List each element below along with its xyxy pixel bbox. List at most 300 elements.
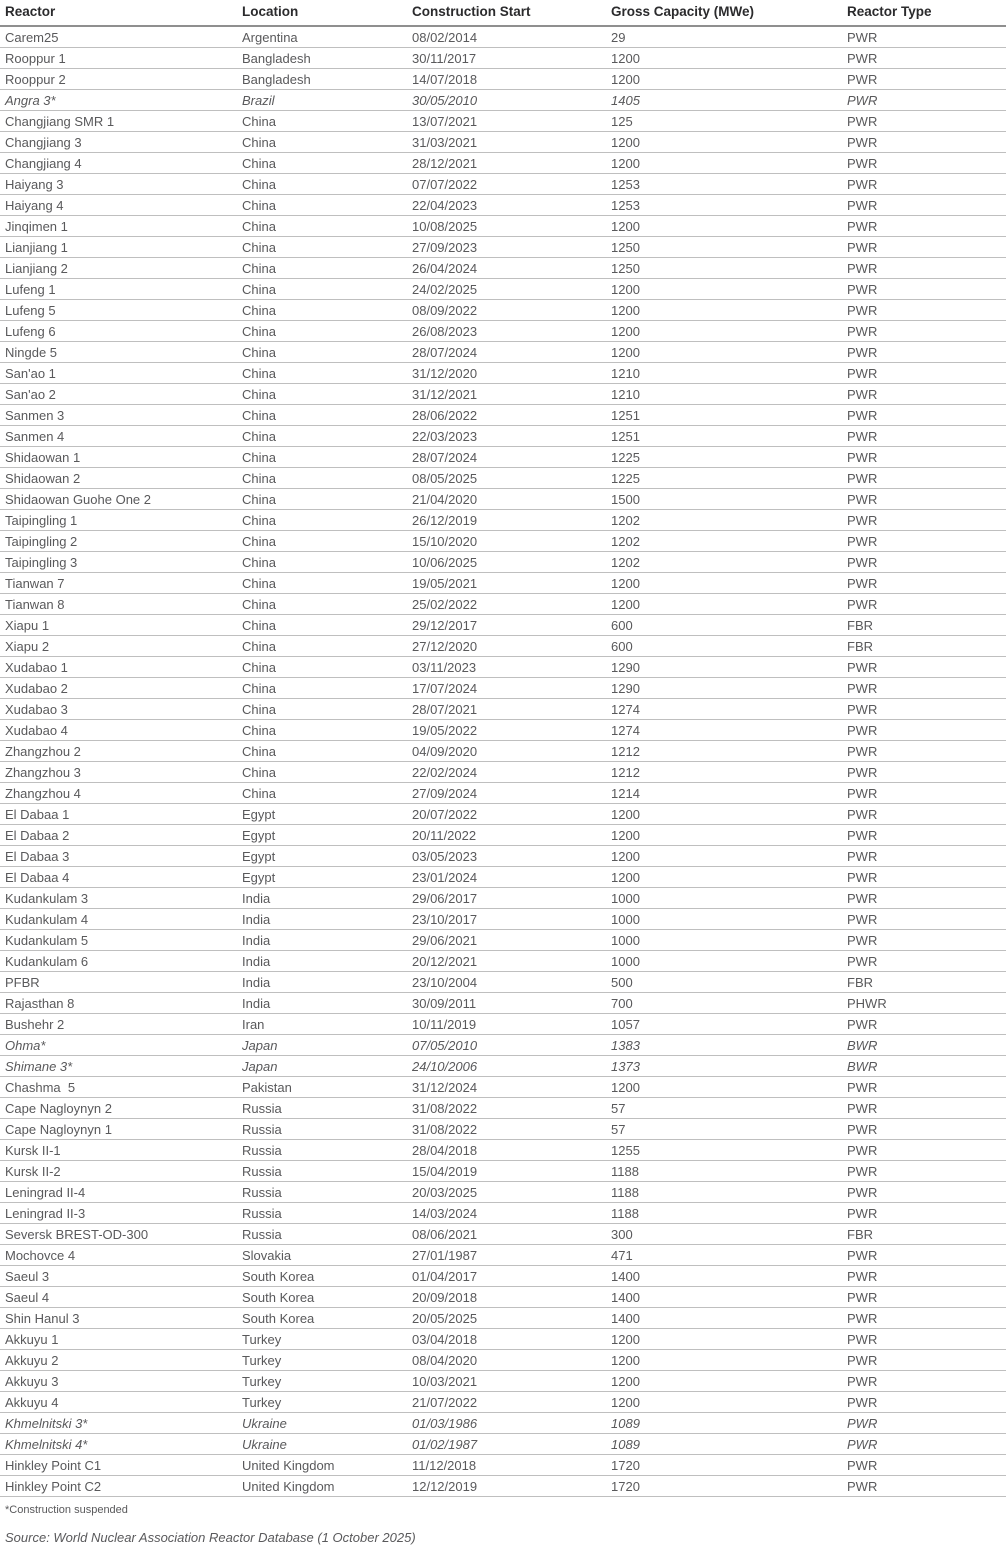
cell-construction-start: 23/10/2004: [412, 972, 611, 993]
cell-reactor: Taipingling 1: [0, 510, 242, 531]
cell-reactor-type: PWR: [847, 888, 1006, 909]
cell-gross-capacity: 1212: [611, 741, 847, 762]
source-attribution: Source: World Nuclear Association Reactor Database (1 October 2025): [5, 1530, 416, 1545]
cell-construction-start: 10/08/2025: [412, 216, 611, 237]
cell-construction-start: 07/05/2010: [412, 1035, 611, 1056]
cell-reactor: Shimane 3*: [0, 1056, 242, 1077]
cell-reactor-type: PWR: [847, 720, 1006, 741]
cell-reactor: Changjiang SMR 1: [0, 111, 242, 132]
cell-gross-capacity: 1251: [611, 426, 847, 447]
cell-location: Turkey: [242, 1392, 412, 1413]
cell-gross-capacity: 1057: [611, 1014, 847, 1035]
table-row: [0, 174, 1006, 195]
cell-reactor-type: PWR: [847, 1455, 1006, 1476]
cell-location: China: [242, 510, 412, 531]
cell-gross-capacity: 1253: [611, 195, 847, 216]
cell-reactor: Ohma*: [0, 1035, 242, 1056]
table-row: [0, 489, 1006, 510]
cell-reactor: Mochovce 4: [0, 1245, 242, 1266]
cell-reactor: Xudabao 2: [0, 678, 242, 699]
cell-reactor: Kudankulam 5: [0, 930, 242, 951]
cell-construction-start: 01/03/1986: [412, 1413, 611, 1434]
cell-location: South Korea: [242, 1266, 412, 1287]
cell-reactor: Shidaowan 1: [0, 447, 242, 468]
table-row: [0, 90, 1006, 111]
cell-location: China: [242, 258, 412, 279]
cell-gross-capacity: 1383: [611, 1035, 847, 1056]
table-row: [0, 909, 1006, 930]
cell-reactor-type: PWR: [847, 930, 1006, 951]
cell-location: Turkey: [242, 1371, 412, 1392]
cell-reactor-type: PWR: [847, 762, 1006, 783]
cell-gross-capacity: 1274: [611, 699, 847, 720]
cell-reactor-type: PWR: [847, 1077, 1006, 1098]
cell-reactor: El Dabaa 2: [0, 825, 242, 846]
table-row: [0, 258, 1006, 279]
cell-reactor: Leningrad II-4: [0, 1182, 242, 1203]
cell-reactor: PFBR: [0, 972, 242, 993]
cell-gross-capacity: 57: [611, 1119, 847, 1140]
cell-reactor: Carem25: [0, 26, 242, 48]
cell-reactor: El Dabaa 1: [0, 804, 242, 825]
cell-location: China: [242, 132, 412, 153]
table-row: [0, 1203, 1006, 1224]
cell-construction-start: 23/10/2017: [412, 909, 611, 930]
cell-location: China: [242, 678, 412, 699]
cell-construction-start: 20/11/2022: [412, 825, 611, 846]
cell-reactor: Tianwan 8: [0, 594, 242, 615]
cell-reactor: Rooppur 2: [0, 69, 242, 90]
cell-reactor-type: PWR: [847, 1413, 1006, 1434]
table-row: [0, 426, 1006, 447]
cell-reactor: Xiapu 2: [0, 636, 242, 657]
cell-construction-start: 31/08/2022: [412, 1119, 611, 1140]
cell-reactor: Ningde 5: [0, 342, 242, 363]
cell-location: China: [242, 447, 412, 468]
cell-location: China: [242, 405, 412, 426]
cell-construction-start: 27/09/2024: [412, 783, 611, 804]
cell-location: India: [242, 972, 412, 993]
table-row: [0, 993, 1006, 1014]
cell-reactor: Zhangzhou 2: [0, 741, 242, 762]
cell-location: China: [242, 489, 412, 510]
table-row: [0, 1182, 1006, 1203]
cell-construction-start: 20/12/2021: [412, 951, 611, 972]
cell-reactor: Shin Hanul 3: [0, 1308, 242, 1329]
table-row: [0, 1056, 1006, 1077]
cell-construction-start: 20/09/2018: [412, 1287, 611, 1308]
table-body: [0, 26, 1006, 1497]
cell-gross-capacity: 1188: [611, 1182, 847, 1203]
cell-reactor-type: PWR: [847, 216, 1006, 237]
table-row: [0, 195, 1006, 216]
cell-reactor: Haiyang 4: [0, 195, 242, 216]
cell-reactor-type: PWR: [847, 573, 1006, 594]
cell-construction-start: 08/04/2020: [412, 1350, 611, 1371]
cell-reactor-type: PWR: [847, 342, 1006, 363]
cell-location: China: [242, 216, 412, 237]
table-row: [0, 1098, 1006, 1119]
cell-location: Iran: [242, 1014, 412, 1035]
table-row: [0, 552, 1006, 573]
cell-reactor: Kursk II-2: [0, 1161, 242, 1182]
cell-gross-capacity: 1200: [611, 825, 847, 846]
cell-location: China: [242, 699, 412, 720]
cell-location: Turkey: [242, 1350, 412, 1371]
cell-reactor: Sanmen 4: [0, 426, 242, 447]
cell-reactor: Jinqimen 1: [0, 216, 242, 237]
cell-construction-start: 20/05/2025: [412, 1308, 611, 1329]
cell-gross-capacity: 500: [611, 972, 847, 993]
cell-reactor: Chashma 5: [0, 1077, 242, 1098]
cell-gross-capacity: 1000: [611, 951, 847, 972]
cell-location: China: [242, 111, 412, 132]
cell-location: India: [242, 930, 412, 951]
cell-construction-start: 26/08/2023: [412, 321, 611, 342]
cell-construction-start: 27/12/2020: [412, 636, 611, 657]
cell-construction-start: 31/03/2021: [412, 132, 611, 153]
cell-construction-start: 14/07/2018: [412, 69, 611, 90]
cell-gross-capacity: 1255: [611, 1140, 847, 1161]
cell-reactor-type: PWR: [847, 804, 1006, 825]
cell-reactor-type: PWR: [847, 300, 1006, 321]
cell-reactor-type: PWR: [847, 846, 1006, 867]
table-row: [0, 363, 1006, 384]
table-row: [0, 279, 1006, 300]
cell-gross-capacity: 1200: [611, 594, 847, 615]
cell-reactor: Haiyang 3: [0, 174, 242, 195]
cell-construction-start: 07/07/2022: [412, 174, 611, 195]
cell-gross-capacity: 1212: [611, 762, 847, 783]
cell-reactor-type: PWR: [847, 867, 1006, 888]
cell-reactor: Lianjiang 1: [0, 237, 242, 258]
cell-reactor: Taipingling 2: [0, 531, 242, 552]
cell-reactor-type: PWR: [847, 384, 1006, 405]
cell-construction-start: 15/10/2020: [412, 531, 611, 552]
cell-construction-start: 28/07/2024: [412, 447, 611, 468]
cell-construction-start: 30/11/2017: [412, 48, 611, 69]
cell-location: China: [242, 468, 412, 489]
cell-gross-capacity: 1290: [611, 678, 847, 699]
cell-location: South Korea: [242, 1308, 412, 1329]
cell-gross-capacity: 57: [611, 1098, 847, 1119]
cell-reactor-type: PWR: [847, 741, 1006, 762]
cell-reactor: Akkuyu 1: [0, 1329, 242, 1350]
cell-reactor: Bushehr 2: [0, 1014, 242, 1035]
cell-gross-capacity: 1200: [611, 48, 847, 69]
table-row: [0, 405, 1006, 426]
cell-gross-capacity: 1089: [611, 1434, 847, 1455]
cell-construction-start: 01/04/2017: [412, 1266, 611, 1287]
cell-gross-capacity: 1253: [611, 174, 847, 195]
cell-location: India: [242, 888, 412, 909]
table-row: [0, 111, 1006, 132]
cell-location: China: [242, 321, 412, 342]
cell-gross-capacity: 300: [611, 1224, 847, 1245]
cell-reactor-type: PWR: [847, 594, 1006, 615]
cell-reactor-type: PWR: [847, 1203, 1006, 1224]
cell-reactor: Kudankulam 6: [0, 951, 242, 972]
table-row: [0, 888, 1006, 909]
cell-reactor-type: PWR: [847, 90, 1006, 111]
table-row: [0, 237, 1006, 258]
cell-construction-start: 14/03/2024: [412, 1203, 611, 1224]
table-row: [0, 342, 1006, 363]
cell-construction-start: 24/02/2025: [412, 279, 611, 300]
cell-location: China: [242, 552, 412, 573]
table-row: [0, 720, 1006, 741]
cell-construction-start: 29/06/2017: [412, 888, 611, 909]
cell-construction-start: 31/12/2024: [412, 1077, 611, 1098]
cell-location: Russia: [242, 1182, 412, 1203]
cell-reactor-type: PWR: [847, 1392, 1006, 1413]
cell-gross-capacity: 600: [611, 636, 847, 657]
cell-location: India: [242, 951, 412, 972]
cell-gross-capacity: 1373: [611, 1056, 847, 1077]
cell-location: Russia: [242, 1119, 412, 1140]
cell-construction-start: 30/05/2010: [412, 90, 611, 111]
cell-gross-capacity: 1200: [611, 846, 847, 867]
table-row: [0, 1476, 1006, 1497]
cell-location: China: [242, 153, 412, 174]
cell-location: China: [242, 195, 412, 216]
cell-reactor-type: PWR: [847, 1014, 1006, 1035]
cell-construction-start: 19/05/2021: [412, 573, 611, 594]
cell-gross-capacity: 1400: [611, 1308, 847, 1329]
cell-location: China: [242, 741, 412, 762]
cell-gross-capacity: 1200: [611, 216, 847, 237]
cell-location: Russia: [242, 1140, 412, 1161]
cell-construction-start: 17/07/2024: [412, 678, 611, 699]
cell-reactor-type: PWR: [847, 1371, 1006, 1392]
cell-location: China: [242, 783, 412, 804]
cell-construction-start: 28/06/2022: [412, 405, 611, 426]
cell-reactor-type: PWR: [847, 1245, 1006, 1266]
cell-reactor-type: FBR: [847, 615, 1006, 636]
cell-gross-capacity: 600: [611, 615, 847, 636]
cell-construction-start: 03/04/2018: [412, 1329, 611, 1350]
cell-gross-capacity: 1202: [611, 510, 847, 531]
table-row: [0, 1392, 1006, 1413]
cell-construction-start: 31/12/2020: [412, 363, 611, 384]
cell-location: China: [242, 720, 412, 741]
cell-location: United Kingdom: [242, 1455, 412, 1476]
cell-reactor: Khmelnitski 4*: [0, 1434, 242, 1455]
table-row: [0, 594, 1006, 615]
cell-location: Egypt: [242, 867, 412, 888]
cell-gross-capacity: 1200: [611, 1329, 847, 1350]
cell-reactor-type: PWR: [847, 321, 1006, 342]
cell-location: China: [242, 300, 412, 321]
cell-reactor: Xudabao 4: [0, 720, 242, 741]
cell-reactor: Cape Nagloynyn 1: [0, 1119, 242, 1140]
cell-location: China: [242, 594, 412, 615]
cell-gross-capacity: 1089: [611, 1413, 847, 1434]
table-row: [0, 1287, 1006, 1308]
cell-gross-capacity: 1400: [611, 1266, 847, 1287]
cell-construction-start: 22/04/2023: [412, 195, 611, 216]
table-row: [0, 468, 1006, 489]
table-row: [0, 384, 1006, 405]
cell-location: Russia: [242, 1161, 412, 1182]
cell-construction-start: 20/07/2022: [412, 804, 611, 825]
construction-suspended-footnote: *Construction suspended: [5, 1504, 128, 1516]
table-row: [0, 447, 1006, 468]
table-row: [0, 153, 1006, 174]
cell-reactor: Changjiang 4: [0, 153, 242, 174]
cell-reactor: Changjiang 3: [0, 132, 242, 153]
cell-construction-start: 08/02/2014: [412, 26, 611, 48]
cell-reactor: Hinkley Point C2: [0, 1476, 242, 1497]
cell-gross-capacity: 1214: [611, 783, 847, 804]
table-row: [0, 1434, 1006, 1455]
cell-reactor-type: PWR: [847, 1266, 1006, 1287]
cell-location: Egypt: [242, 846, 412, 867]
cell-reactor-type: PWR: [847, 699, 1006, 720]
cell-gross-capacity: 1200: [611, 153, 847, 174]
cell-location: Bangladesh: [242, 48, 412, 69]
cell-gross-capacity: 1200: [611, 573, 847, 594]
cell-reactor-type: PWR: [847, 153, 1006, 174]
cell-reactor-type: PWR: [847, 1119, 1006, 1140]
cell-construction-start: 29/06/2021: [412, 930, 611, 951]
cell-location: China: [242, 279, 412, 300]
cell-gross-capacity: 1200: [611, 1350, 847, 1371]
table-row: [0, 804, 1006, 825]
cell-gross-capacity: 29: [611, 26, 847, 48]
cell-reactor: Lufeng 5: [0, 300, 242, 321]
cell-reactor: Seversk BREST-OD-300: [0, 1224, 242, 1245]
cell-location: Russia: [242, 1203, 412, 1224]
cell-construction-start: 12/12/2019: [412, 1476, 611, 1497]
table-row: [0, 867, 1006, 888]
cell-construction-start: 03/05/2023: [412, 846, 611, 867]
cell-reactor: Saeul 3: [0, 1266, 242, 1287]
cell-reactor: Xiapu 1: [0, 615, 242, 636]
cell-location: United Kingdom: [242, 1476, 412, 1497]
cell-location: Russia: [242, 1224, 412, 1245]
cell-reactor-type: PWR: [847, 1287, 1006, 1308]
cell-reactor-type: PWR: [847, 111, 1006, 132]
cell-reactor: Leningrad II-3: [0, 1203, 242, 1224]
cell-construction-start: 10/03/2021: [412, 1371, 611, 1392]
cell-location: China: [242, 762, 412, 783]
cell-construction-start: 08/06/2021: [412, 1224, 611, 1245]
table-row: [0, 1119, 1006, 1140]
cell-gross-capacity: 1200: [611, 1077, 847, 1098]
cell-gross-capacity: 1210: [611, 363, 847, 384]
cell-location: Ukraine: [242, 1434, 412, 1455]
cell-construction-start: 15/04/2019: [412, 1161, 611, 1182]
cell-reactor-type: FBR: [847, 1224, 1006, 1245]
cell-gross-capacity: 1405: [611, 90, 847, 111]
cell-construction-start: 26/12/2019: [412, 510, 611, 531]
cell-location: Egypt: [242, 804, 412, 825]
cell-gross-capacity: 1250: [611, 258, 847, 279]
cell-gross-capacity: 1200: [611, 804, 847, 825]
cell-gross-capacity: 1225: [611, 468, 847, 489]
col-header-reactor: Reactor: [0, 0, 242, 26]
cell-construction-start: 23/01/2024: [412, 867, 611, 888]
cell-gross-capacity: 1274: [611, 720, 847, 741]
table-row: [0, 1014, 1006, 1035]
cell-reactor-type: PWR: [847, 552, 1006, 573]
cell-gross-capacity: 1200: [611, 342, 847, 363]
cell-reactor-type: PWR: [847, 258, 1006, 279]
cell-reactor-type: BWR: [847, 1056, 1006, 1077]
table-row: [0, 1308, 1006, 1329]
cell-reactor-type: PWR: [847, 195, 1006, 216]
cell-reactor-type: PHWR: [847, 993, 1006, 1014]
cell-reactor: Akkuyu 3: [0, 1371, 242, 1392]
cell-gross-capacity: 1250: [611, 237, 847, 258]
cell-reactor: Lianjiang 2: [0, 258, 242, 279]
cell-reactor-type: PWR: [847, 678, 1006, 699]
cell-construction-start: 28/12/2021: [412, 153, 611, 174]
table-row: [0, 636, 1006, 657]
cell-gross-capacity: 1202: [611, 552, 847, 573]
cell-location: China: [242, 573, 412, 594]
cell-reactor: Khmelnitski 3*: [0, 1413, 242, 1434]
cell-reactor: Shidaowan 2: [0, 468, 242, 489]
cell-location: Egypt: [242, 825, 412, 846]
table-row: [0, 1371, 1006, 1392]
cell-location: China: [242, 426, 412, 447]
cell-location: China: [242, 384, 412, 405]
table-row: [0, 657, 1006, 678]
cell-location: Argentina: [242, 26, 412, 48]
cell-reactor-type: PWR: [847, 48, 1006, 69]
cell-construction-start: 24/10/2006: [412, 1056, 611, 1077]
cell-location: India: [242, 993, 412, 1014]
cell-reactor: Rooppur 1: [0, 48, 242, 69]
cell-construction-start: 30/09/2011: [412, 993, 611, 1014]
cell-reactor-type: PWR: [847, 405, 1006, 426]
col-header-gross-capacity: Gross Capacity (MWe): [611, 0, 847, 26]
cell-location: China: [242, 636, 412, 657]
col-header-construction-start: Construction Start: [412, 0, 611, 26]
table-header: [0, 0, 1006, 26]
cell-gross-capacity: 1290: [611, 657, 847, 678]
cell-reactor-type: PWR: [847, 26, 1006, 48]
cell-gross-capacity: 1400: [611, 1287, 847, 1308]
cell-construction-start: 10/11/2019: [412, 1014, 611, 1035]
cell-location: China: [242, 342, 412, 363]
cell-construction-start: 27/01/1987: [412, 1245, 611, 1266]
cell-gross-capacity: 1200: [611, 1392, 847, 1413]
cell-gross-capacity: 1251: [611, 405, 847, 426]
table-row: [0, 615, 1006, 636]
cell-reactor: Lufeng 1: [0, 279, 242, 300]
cell-gross-capacity: 1720: [611, 1455, 847, 1476]
cell-gross-capacity: 1200: [611, 1371, 847, 1392]
table-row: [0, 132, 1006, 153]
cell-reactor-type: PWR: [847, 1140, 1006, 1161]
cell-location: Ukraine: [242, 1413, 412, 1434]
cell-reactor-type: PWR: [847, 426, 1006, 447]
cell-reactor-type: PWR: [847, 363, 1006, 384]
cell-location: Brazil: [242, 90, 412, 111]
cell-reactor-type: PWR: [847, 657, 1006, 678]
cell-reactor-type: PWR: [847, 951, 1006, 972]
cell-reactor: Rajasthan 8: [0, 993, 242, 1014]
cell-reactor-type: PWR: [847, 783, 1006, 804]
cell-reactor-type: PWR: [847, 279, 1006, 300]
cell-gross-capacity: 1000: [611, 888, 847, 909]
cell-construction-start: 11/12/2018: [412, 1455, 611, 1476]
cell-reactor: Lufeng 6: [0, 321, 242, 342]
cell-location: Bangladesh: [242, 69, 412, 90]
